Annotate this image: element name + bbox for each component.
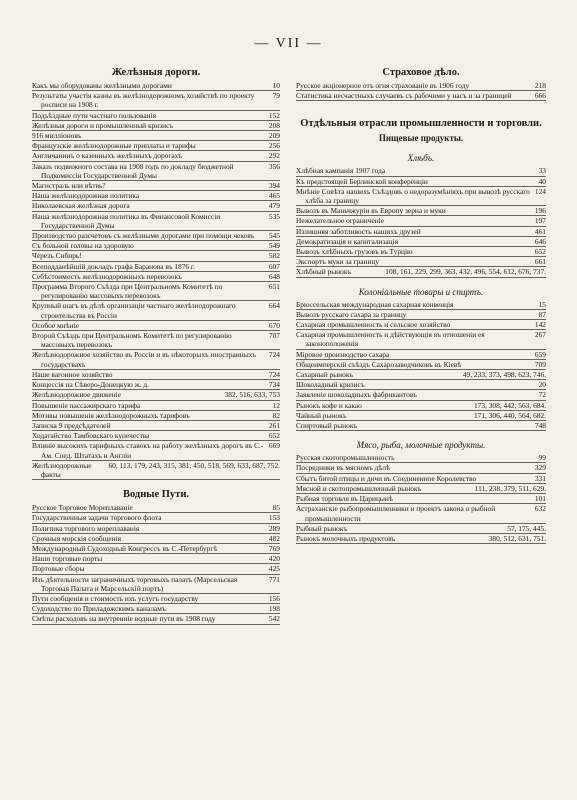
entry-title: Желѣзнодорожные факты (32, 460, 92, 479)
index-entry (296, 330, 546, 349)
index-entry (32, 111, 280, 121)
index-entry (296, 206, 546, 216)
entry-pages: 124 (532, 187, 546, 196)
entry-pages: 82 (270, 411, 280, 420)
entry-pages: 108, 161, 229, 299, 363, 432, 496, 554, 612, 676, 737. (382, 267, 546, 276)
entry-pages: 669 (266, 441, 280, 450)
entry-pages: 196 (532, 206, 546, 215)
index-entry (296, 81, 546, 91)
index-entry (296, 421, 546, 431)
index-entry (296, 504, 546, 523)
index-entry (296, 300, 546, 310)
section-title: Страховое дѣло. (382, 67, 460, 78)
entry-title: Шоколадный кризисъ (296, 380, 365, 390)
entry-pages: 12 (270, 401, 280, 410)
index-entry (296, 257, 546, 267)
index-entry (32, 141, 280, 151)
entry-pages: 382, 516, 633, 753 (222, 390, 280, 399)
entry-title: Записка 9 предсѣдателей (32, 420, 111, 430)
entry-pages: 535 (266, 212, 280, 221)
entry-pages: 607 (266, 262, 280, 271)
index-entry (32, 162, 280, 181)
entry-pages: 40 (536, 177, 546, 186)
index-entry (296, 177, 546, 187)
index-entry (32, 272, 280, 282)
entry-pages: 709 (532, 360, 546, 369)
entry-title: Астраханскіе рыбопромышленники и проектъ закона о рыбной промышленности (296, 504, 496, 523)
index-entry (32, 301, 280, 320)
entry-pages: 15 (536, 300, 546, 309)
entry-title: Черезъ Сибирь! (32, 251, 82, 261)
page-number: — VII — (254, 36, 323, 51)
entry-title: Экспортъ муки за границу (296, 257, 380, 267)
entry-pages: 208 (266, 121, 280, 130)
section-title: Водные Пути. (122, 489, 190, 501)
entry-pages: 425 (266, 564, 280, 573)
index-entry (296, 227, 546, 237)
index-entry (296, 166, 546, 176)
index-entry (32, 91, 280, 110)
entry-title: Къ предстоящей Берлинской конференціи (296, 176, 428, 186)
index-entry (32, 421, 280, 431)
index-entry (32, 614, 280, 624)
entry-title: Русская скотопромышленность (296, 453, 395, 463)
index-entry (32, 201, 280, 211)
entry-pages: 261 (266, 421, 280, 430)
entry-title: Портовые сборы (32, 564, 85, 574)
index-entry (296, 534, 546, 544)
entry-pages: 734 (266, 380, 280, 389)
entry-title: Посредники въ мясномъ дѣлѣ (296, 463, 391, 473)
entry-title: Общеимперскій съѣздъ Сахарозаводчиковъ въ Кіевѣ (296, 359, 462, 369)
index-entry (32, 241, 280, 251)
index-entry (32, 401, 280, 411)
entry-title: Вывозъ хлѣбныхъ грузовъ въ Турцію (296, 247, 413, 257)
entry-title: Наши торговые порты (32, 554, 103, 564)
entry-pages: 72 (536, 390, 546, 399)
entry-title: Желѣзнодорожное движеніе (32, 390, 122, 400)
group-heading: Колоніальные товары и спиртъ. (358, 286, 484, 297)
entry-pages: 289 (266, 524, 280, 533)
entry-pages: 99 (536, 453, 546, 462)
entry-pages: 101 (532, 494, 546, 503)
entry-title: Ходатайство Тамбовскаго купечества (32, 431, 150, 441)
entry-pages: 461 (532, 227, 546, 236)
entry-title: 916 милліоновъ (32, 131, 82, 141)
entry-title: Сахарная промышленность и дѣйствующія въ отношеніи ея законоположенія (296, 330, 485, 349)
entry-title: Съ больной головы на здоровую (32, 241, 134, 251)
entry-title: Изъ дѣятельности заграничныхъ торговыхъ палатъ (Марсельская Торговая Палата и Марсельскій портъ) (32, 574, 238, 593)
entry-pages: 724 (266, 370, 280, 379)
entry-title: Программа Второго Съѣзда при Центральномъ Комитетѣ по регулированію массовыхъ перевозокъ (32, 282, 223, 301)
section-title: Желѣзныя дороги. (111, 67, 201, 78)
index-entry (32, 380, 280, 390)
entry-pages: 465 (266, 191, 280, 200)
index-entry (296, 247, 546, 257)
index-entry (32, 251, 280, 261)
entry-pages: 661 (532, 257, 546, 266)
entry-pages: 646 (532, 237, 546, 246)
entry-title: Чайный рынокъ (296, 410, 347, 420)
index-entry (32, 370, 280, 380)
index-entry (32, 390, 280, 400)
entry-title: Заявленіе шоколадныхъ фабрикантовъ (296, 390, 417, 400)
index-entry (32, 231, 280, 241)
entry-pages: 218 (532, 81, 546, 90)
entry-pages: 479 (266, 201, 280, 210)
index-entry (296, 474, 546, 484)
entry-pages: 356 (266, 162, 280, 171)
index-entry (32, 441, 280, 460)
entry-pages: 582 (266, 251, 280, 260)
entry-pages: 670 (266, 321, 280, 330)
entry-pages: 171, 306, 440, 564, 682. (471, 411, 546, 420)
index-entry (296, 237, 546, 247)
index-entry (32, 321, 280, 331)
entry-title: Магистраль или вѣтвь? (32, 181, 106, 191)
index-entry (296, 320, 546, 330)
entry-title: Міровое производство сахара (296, 349, 390, 359)
entry-pages: 652 (532, 247, 546, 256)
index-entry (296, 401, 546, 411)
entry-title: Крупный шагъ въ дѣлѣ организаціи частнаго желѣзнодорожнаго строительства въ Россіи (32, 301, 236, 320)
entry-pages: 156 (266, 594, 280, 603)
index-entry (296, 360, 546, 370)
entry-pages: 748 (532, 421, 546, 430)
index-entry (32, 503, 280, 513)
entry-title: Концессія на Сѣверо-Донецкую ж. д. (32, 380, 149, 390)
entry-title: Наше вагонное хозяйство (32, 369, 113, 379)
entry-title: Заказъ подвижного состава на 1908 годъ по докладу бюджетной Подкомиссіи Государственной Думы (32, 161, 234, 180)
entry-title: Англичанинъ о казенныхъ желѣзныхъ дорогахъ (32, 151, 182, 161)
entry-pages: 771 (266, 575, 280, 584)
index-entry (32, 431, 280, 441)
entry-pages: 724 (266, 350, 280, 359)
entry-pages: 142 (532, 320, 546, 329)
entry-title: Русское Торговое Мореплаваніе (32, 503, 133, 513)
entry-pages: 420 (266, 554, 280, 563)
entry-pages: 20 (536, 380, 546, 389)
entry-pages: 111, 238, 379, 511, 629. (472, 484, 546, 493)
index-entry (296, 380, 546, 390)
index-entry (32, 534, 280, 544)
entry-title: Мотивы повышенія желѣзнодорожныхъ тарифовъ (32, 410, 190, 420)
index-entry (296, 216, 546, 226)
index-entry (32, 282, 280, 301)
entry-pages: 632 (532, 504, 546, 513)
section-gap (32, 480, 280, 486)
index-entry (32, 350, 280, 369)
index-entry (32, 191, 280, 201)
entry-pages: 707 (266, 331, 280, 340)
index-entry (296, 370, 546, 380)
entry-title: Сахарная промышленность и сельское хозяйство (296, 320, 451, 330)
entry-pages: 664 (266, 301, 280, 310)
entry-title: Политика торгового мореплаванія (32, 523, 140, 533)
entry-pages: 651 (266, 282, 280, 291)
index-entry (32, 575, 280, 594)
index-entry (32, 262, 280, 272)
index-entry (296, 411, 546, 421)
index-entry (296, 463, 546, 473)
index-entry (32, 513, 280, 523)
index-entry (32, 121, 280, 131)
section-gap (296, 101, 546, 115)
entry-pages: 152 (266, 111, 280, 120)
entry-title: Вліяніе высокихъ тарифныхъ ставокъ на работу желѣзныхъ дорогъ въ С.-Ам. Соед. Штатахъ и Англіи (32, 441, 264, 460)
entry-pages: 545 (266, 231, 280, 240)
index-entry (32, 212, 280, 231)
index-entry (296, 310, 546, 320)
section-subtitle: Пищевые продукты. (378, 133, 464, 144)
entry-pages: 57, 175, 445. (504, 524, 546, 533)
entry-title: Мясной и скотопромышленный рынокъ (296, 483, 422, 493)
index-entry (32, 524, 280, 534)
entry-title: Особое мнѣніе (32, 320, 79, 330)
group-heading: Хлѣбъ. (407, 153, 435, 164)
entry-title: Демократизація и капитализація (296, 236, 399, 246)
entry-title: Мнѣніе Совѣта нашихъ Съѣздовъ о недоразумѣніяхъ при вывозѣ русскаго хлѣба за границу (296, 186, 530, 206)
entry-pages: 10 (270, 81, 280, 90)
left-column (32, 64, 280, 625)
entry-pages: 197 (532, 216, 546, 225)
entry-pages: 49, 233, 373, 498, 623, 746. (460, 370, 546, 379)
index-entry (296, 524, 546, 534)
index-entry (32, 331, 280, 350)
entry-title: Государственныя задачи торгового флота (32, 513, 162, 523)
index-entry (32, 151, 280, 161)
index-entry (32, 594, 280, 604)
entry-title: Русское акціонерное отъ огня страхованіе въ 1906 году (296, 81, 470, 90)
index-entry (296, 267, 546, 277)
entry-pages: 256 (266, 141, 280, 150)
entry-title: Французскіе желѣзнодорожные приплаты и тарифы (32, 141, 196, 151)
section-title: Отдѣльныя отрасли промышленности и торговли. (300, 118, 542, 130)
entry-title: Вывозъ русскаго сахара за границу (296, 309, 407, 319)
group-heading: Мясо, рыба, молочные продукты. (356, 440, 486, 451)
entry-pages: 542 (266, 614, 280, 623)
entry-pages: 659 (532, 350, 546, 359)
index-entry (296, 494, 546, 504)
entry-title: Международный Судоходный Конгрессъ въ С.-Петербургѣ (32, 543, 218, 553)
entry-title: Производство разсчетовъ съ желѣзными дорогами при помощи чековъ (32, 231, 255, 241)
entry-title: Срочныя морскія сообщенія (32, 533, 122, 543)
entry-title: Вывозъ въ Маньчжуріи въ Европу зерна и муки (296, 206, 446, 216)
entry-title: Брюссельская международная сахарная конвенція (296, 299, 454, 309)
entry-pages: 85 (270, 503, 280, 512)
index-entry (32, 131, 280, 141)
entry-pages: 33 (536, 166, 546, 175)
index-entry (32, 554, 280, 564)
entry-pages: 482 (266, 534, 280, 543)
entry-pages: 394 (266, 181, 280, 190)
entry-title: Наша желѣзнодорожная политика въ Финансовой Комиссіи Государственной Думы (32, 211, 221, 230)
entry-title: Рынокъ молочныхъ продуктовъ (296, 533, 396, 543)
index-entry (296, 91, 546, 101)
entry-pages: 652 (266, 431, 280, 440)
entry-title: Пути сообщенія и стоимость ихъ услугъ государству (32, 593, 199, 603)
index-entry (32, 181, 280, 191)
entry-pages: 329 (532, 463, 546, 472)
entry-title: Нежелательное ограниченіе (296, 216, 385, 226)
entry-pages: 331 (532, 474, 546, 483)
entry-pages: 549 (266, 241, 280, 250)
index-entry (296, 453, 546, 463)
entry-title: Какъ мы оборудованы желѣзными дорогами (32, 81, 172, 90)
entry-pages: 173, 308, 442, 563, 684. (471, 401, 546, 410)
entry-title: Смѣты расходовъ на внутренніе водные пути въ 1908 году (32, 614, 216, 624)
index-entry (32, 81, 280, 91)
index-entry (32, 544, 280, 554)
right-column (296, 64, 546, 544)
entry-title: Подъѣздные пути частнаго пользованія (32, 110, 157, 120)
entry-title: Желѣзнодорожное хозяйство въ Россіи и въ нѣкоторыхъ иностранныхъ государствахъ (32, 350, 256, 369)
entry-title: Повышеніе пассажирскаго тарифа (32, 400, 141, 410)
entry-title: Желѣзныя дороги и промышленный кризисъ (32, 120, 174, 130)
index-entry (32, 604, 280, 614)
index-entry (32, 564, 280, 574)
entry-title: Рынокъ кофе и какао (296, 400, 362, 410)
entry-title: Излишняя заботливость нашихъ друзей (296, 226, 421, 236)
entry-title: Хлѣбная кампанія 1907 года (296, 166, 386, 176)
entry-pages: 60, 113, 179, 243, 315, 381, 450, 518, 569, 633, 687, 752. (105, 461, 280, 470)
entry-pages: 666 (532, 91, 546, 100)
index-entry (296, 484, 546, 494)
entry-pages: 198 (266, 604, 280, 613)
index-entry (296, 350, 546, 360)
entry-title: Всеподданѣйшій докладъ графа Баранова въ 1876 г. (32, 261, 195, 271)
entry-pages: 380, 512, 631, 751. (486, 534, 546, 543)
index-entry (32, 461, 280, 480)
entry-pages: 292 (266, 151, 280, 160)
entry-pages: 209 (266, 131, 280, 140)
entry-pages: 267 (532, 330, 546, 339)
index-entry (296, 187, 546, 206)
entry-pages: 769 (266, 544, 280, 553)
entry-title: Судоходство по Приладожскимъ каналамъ (32, 604, 166, 614)
entry-title: Хлѣбный рынокъ (296, 267, 352, 277)
entry-title: Второй Съѣздъ при Центральномъ Комитетѣ по регулированію массовыхъ перевозокъ (32, 331, 232, 350)
index-entry (32, 411, 280, 421)
entry-title: Наша желѣзнодорожная политика (32, 191, 140, 201)
entry-title: Спиртовый рынокъ (296, 421, 358, 431)
entry-pages: 648 (266, 272, 280, 281)
entry-pages: 79 (270, 91, 280, 100)
entry-title: Результаты участія казны въ желѣзнодорожномъ хозяйствѣ по проекту росписи на 1908 г. (32, 91, 255, 110)
entry-pages: 87 (536, 310, 546, 319)
entry-title: Сахарный рынокъ (296, 370, 354, 380)
entry-title: Сбытъ битой птицы и дичи въ Соединенное Королевство (296, 473, 477, 483)
entry-title: Рыбный рынокъ (296, 523, 348, 533)
entry-title: Николаевская желѣзная дорога (32, 201, 130, 211)
entry-title: Рыбная торговля въ Царицынѣ (296, 494, 393, 504)
entry-title: Себѣстоимость желѣзнодорожныхъ перевозокъ (32, 271, 182, 281)
index-entry (296, 390, 546, 400)
entry-title: Статистика несчастныхъ случаевъ съ рабочими у насъ и за границей (296, 91, 512, 101)
entry-pages: 153 (266, 513, 280, 522)
